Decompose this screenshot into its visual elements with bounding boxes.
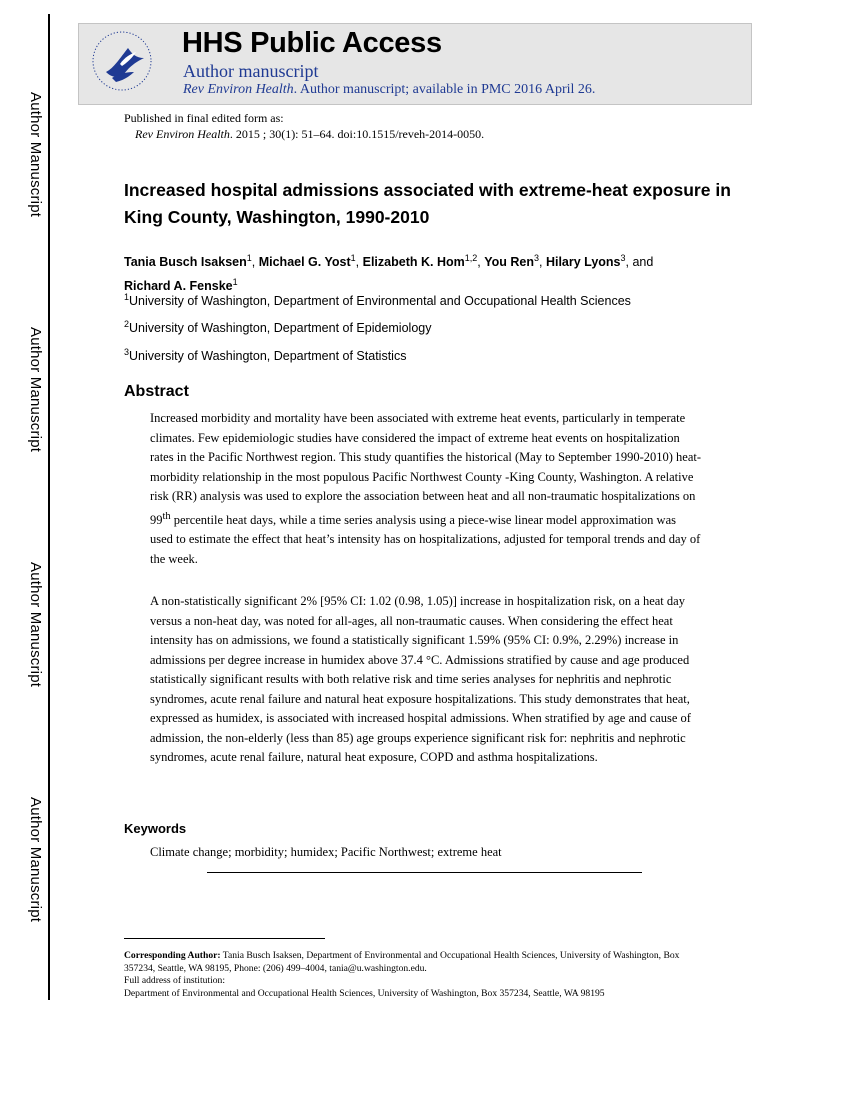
author-name: Tania Busch Isaksen	[124, 255, 247, 270]
availability-line	[183, 82, 595, 98]
author-affiliation-mark: 3	[620, 253, 626, 263]
author-name: Elizabeth K. Hom	[362, 255, 465, 270]
author-affiliation-mark: 1	[246, 253, 252, 263]
author-affiliation-mark: 1,2	[464, 253, 478, 263]
side-label-author-manuscript: Author Manuscript	[27, 797, 44, 923]
author-name: Michael G. Yost	[258, 255, 351, 270]
affiliation-number: 3	[124, 347, 130, 357]
author-manuscript-subtitle: Author manuscript	[183, 61, 319, 81]
footnote-address-label: Full address of institution:	[124, 975, 226, 986]
author-name: Hilary Lyons	[545, 255, 621, 270]
citation	[135, 127, 484, 142]
corresponding-author-footnote	[124, 950, 704, 1000]
abstract-heading: Abstract	[124, 383, 189, 400]
author-conjunction: and	[632, 255, 654, 270]
citation-journal: Rev Environ Health	[135, 127, 230, 141]
author-affiliation-mark: 1	[232, 277, 238, 288]
citation-details: . 2015 ; 30(1): 51–64. doi:10.1515/reveh-2014-0050.	[229, 127, 485, 141]
abstract-superscript: th	[162, 510, 171, 522]
affiliation-number: 1	[124, 292, 130, 302]
abstract-text: Increased morbidity and mortality have been associated with extreme heat events, particularly in temperate climates. Few epidemiologic studies have considered the impact of extreme heat events on hospitalization rates in the Pacific Northwest region. This study quantifies the historical (May to September 1990-2010) heat-morbidity relationship in the most populous Pacific Northwest County -King County, Washington. A relative risk (RR) analysis was used to explore the association between heat and all non-traumatic hospitalizations on 99	[150, 411, 702, 527]
section-divider	[207, 872, 642, 873]
published-label: Published in final edited form as:	[124, 111, 284, 125]
footnote-label: Corresponding Author:	[124, 950, 221, 961]
keywords-heading: Keywords	[124, 821, 187, 836]
author-name: Richard A. Fenske	[124, 279, 233, 294]
abstract-paragraph-1	[150, 409, 702, 569]
author-name: You Ren	[484, 255, 534, 270]
affiliation-number: 2	[124, 319, 130, 329]
article-title: Increased hospital admissions associated with extreme-heat exposure in King County, Washington, 1990-2010	[124, 180, 731, 227]
footnote-text: Tania Busch Isaksen, Department of Environmental and Occupational Health Sciences, University of Washington, Box 357234, Seattle, WA 98195, Phone: (206) 499–4004, tania@u.washington.edu.	[124, 950, 680, 974]
hhs-public-access-title: HHS Public Access	[182, 27, 442, 59]
affiliation-text: University of Washington, Department of Environmental and Occupational Health Sciences	[129, 294, 631, 309]
author-affiliation-mark: 3	[533, 253, 539, 263]
affiliation-text: University of Washington, Department of Statistics	[129, 349, 407, 364]
availability-text: . Author manuscript; available in PMC 2016 April 26.	[293, 82, 596, 97]
keywords-text: Climate change; morbidity; humidex; Pacific Northwest; extreme heat	[150, 845, 502, 859]
journal-name: Rev Environ Health	[183, 82, 294, 97]
abstract-text: percentile heat days, while a time series analysis using a piece-wise linear model approximation was used to estimate the effect that heat’s intensity has on hospitalizations, adjusted for temporal trends and day of the week.	[150, 512, 701, 566]
footnote-address: Department of Environmental and Occupational Health Sciences, University of Washington, Box 357234, Seattle, WA 98195	[124, 987, 605, 999]
side-label-author-manuscript: Author Manuscript	[27, 562, 44, 688]
margin-rule	[48, 14, 50, 1000]
author-affiliation-mark: 1	[350, 253, 356, 263]
side-label-author-manuscript: Author Manuscript	[27, 327, 44, 453]
author-list: Tania Busch Isaksen$^1$, Michael G. Yost$^1$, Elizabeth K. Hom$^{1,2}$, You Ren$^3$, Hilary Lyons$^3$, and Richard A. Fenske$^1$	[124, 253, 654, 294]
hhs-eagle-logo-icon	[84, 28, 164, 96]
affiliation	[124, 319, 764, 335]
abstract-paragraph-2: A non-statistically significant 2% [95% CI: 1.02 (0.98, 1.05)] increase in hospitalization risk, on a heat day versus a non-heat day, was noted for all-ages, all non-traumatic causes. When considering the effect heat intensity has on admissions, we found a statistically significant 1.59% (95% CI: 0.9%, 2.29%) increase in admissions per degree increase in humidex above 37.4 °C. Admissions stratified by cause and age produced statistically significant results with both relative risk and time series analyses for nephritis and nephrotic syndromes, acute renal failure and natural heat exposure hospitalizations. This study demonstrates that heat, expressed as humidex, is associated with increased hospital admissions. When stratified by age and cause of admission, the non-elderly (less than 85) age groups experience significant risk for: nephritis and nephrotic syndromes, acute renal failure, natural heat exposure, COPD and asthma hospitalizations.	[150, 594, 691, 764]
side-label-author-manuscript: Author Manuscript	[27, 92, 44, 218]
affiliation	[124, 292, 764, 308]
footnote-rule	[124, 938, 325, 939]
affiliation-text: University of Washington, Department of Epidemiology	[129, 321, 432, 336]
affiliation	[124, 347, 764, 363]
